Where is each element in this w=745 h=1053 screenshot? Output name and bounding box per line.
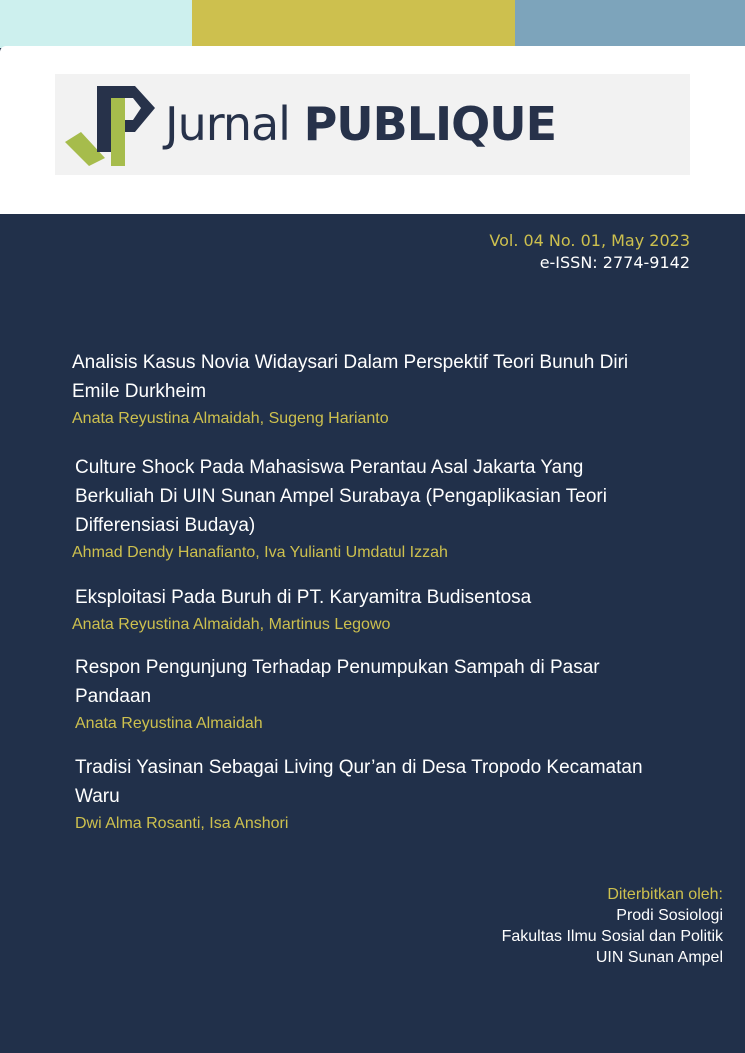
top-stripe-olive [192, 0, 515, 48]
jp-monogram-icon [63, 82, 159, 166]
journal-name [165, 96, 556, 152]
article-title: Eksploitasi Pada Buruh di PT. Karyamitra Budisentosa [75, 587, 532, 608]
article-entry [75, 653, 635, 735]
article-title: Analisis Kasus Novia Widaysari Dalam Perspektif Teori Bunuh Diri Emile Durkheim [72, 352, 629, 402]
journal-name-light: Jurnal [165, 97, 304, 151]
publisher-program: Prodi Sosiologi [616, 907, 723, 924]
header-band [0, 46, 745, 214]
journal-logo [55, 74, 690, 175]
article-authors: Dwi Alma Rosanti, Isa Anshori [75, 815, 289, 832]
article-title: Tradisi Yasinan Sebagai Living Qur’an di Desa Tropodo Kecamatan Waru [75, 757, 643, 807]
article-entry [72, 348, 672, 430]
publisher-university: UIN Sunan Ampel [595, 949, 723, 966]
publisher-faculty: Fakultas Ilmu Sosial dan Politik [501, 928, 723, 945]
article-entry [75, 753, 675, 835]
article-title: Culture Shock Pada Mahasiswa Perantau Asal Jakarta Yang Berkuliah Di UIN Sunan Ampel Surabaya (Pengaplikasian Teori Differensiasi Budaya) [75, 457, 607, 536]
top-stripe-blue [515, 0, 745, 48]
issn-number: e-ISSN: 2774-9142 [539, 253, 690, 272]
issue-info [489, 230, 690, 274]
article-authors: Anata Reyustina Almaidah, Martinus Legowo [72, 616, 391, 633]
article-authors: Anata Reyustina Almaidah [75, 715, 263, 732]
article-authors: Ahmad Dendy Hanafianto, Iva Yulianti Umdatul Izzah [72, 544, 448, 561]
volume-number: Vol. 04 No. 01, May 2023 [489, 231, 690, 250]
publisher-block [502, 884, 723, 968]
article-entry [72, 453, 660, 564]
article-title: Respon Pengunjung Terhadap Penumpukan Sampah di Pasar Pandaan [75, 657, 600, 707]
article-entry [72, 583, 675, 636]
top-stripe-mint [0, 0, 192, 48]
publisher-label: Diterbitkan oleh: [607, 886, 723, 903]
journal-name-bold: PUBLIQUE [303, 97, 557, 151]
article-authors: Anata Reyustina Almaidah, Sugeng Harianto [72, 410, 389, 427]
